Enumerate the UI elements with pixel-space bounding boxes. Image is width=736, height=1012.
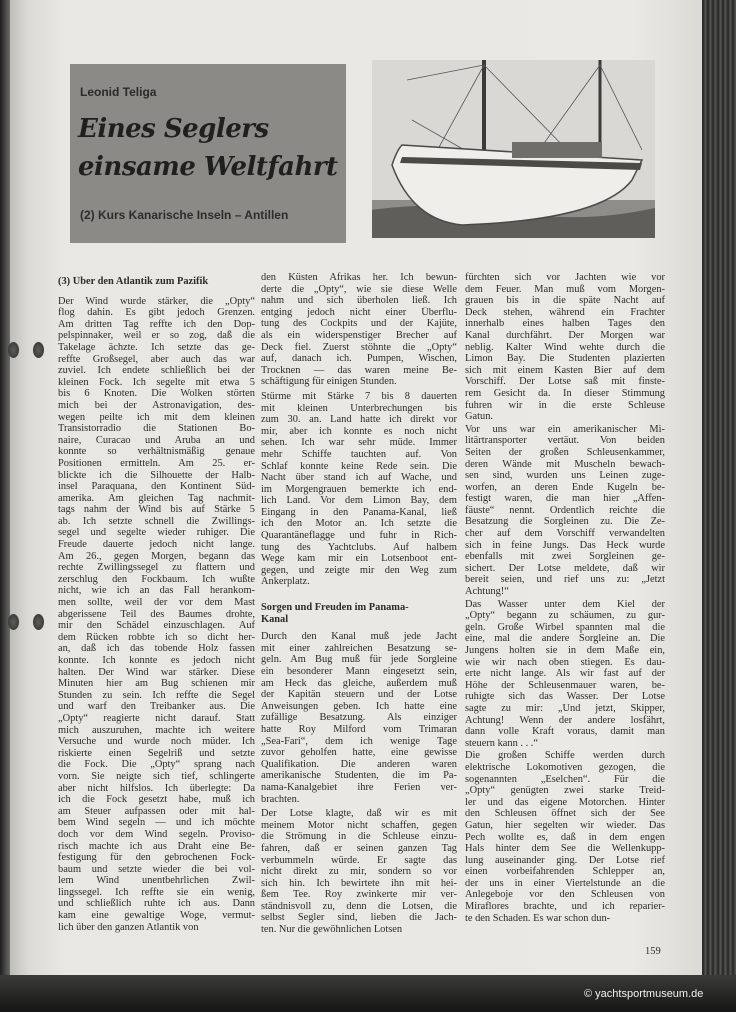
paragraph [261,808,457,936]
text-line: Der Lotse klagte, daß wir es mit [261,808,457,820]
text-line: Versuche und wurde noch müder. Ich [58,736,255,748]
watermark: © yachtsportmuseum.de [584,988,704,1000]
text-line: ich die Fock gesetzt habe, muß ich [58,794,255,806]
text-line: ständnisvoll zu, denn die Lotsen, die [261,900,457,912]
text-line: geln. Große Wirbel spannten mal die [465,621,665,633]
text-line: neblig. Kalter Wind wehte durch die [465,341,665,353]
text-line: fäuste“ nennt. Ordentlich reichte die [465,504,665,516]
text-line: erte nicht lange. Als wir fast auf der [465,668,665,680]
binding-hole-icon [8,614,19,630]
text-line: (3) Über den Atlantik zum Pazifik [58,276,209,287]
text-line: rechte Zwillingssegel zu flattern und [58,562,255,574]
text-line: lingssegel. Ich reffte sie ein wenig, [58,886,255,898]
text-line: fahren, daß er seinen ganzen Tag [261,842,457,854]
text-line: insel Paraquana, den Kontinent Süd- [58,481,255,493]
text-line: litärtransporter vertäut. Von beiden [465,435,665,447]
text-line: fürchten sich vor Jachten wie vor [465,272,665,283]
text-line: konnte. Ich konnte es jedoch nicht [58,655,255,666]
paragraph [465,424,665,598]
text-line: mir den Schädel einzuschlagen. Auf [58,620,255,632]
text-line: den Schleusen öffnet sich der See [465,808,665,820]
text-line: kleinen Fock. Ich segelte mit etwa 5 [58,376,255,388]
text-line: lich über den ganzen Atlantik von [58,921,199,933]
text-line: lem Wind unentbehrlichen Zwil- [58,875,255,887]
text-line: ten. Nur die gewöhnlichen Lotsen [261,924,403,936]
text-line: Vor uns war ein amerikanischer Mi- [465,423,665,435]
text-line: bis 6 Knoten. Die Wolken störten [58,388,255,400]
section-heading [58,276,255,288]
paragraph [465,272,665,423]
text-line: abgerissene Teil des Baumes drohte, [58,608,255,620]
title-line-1: Eines Seglers [78,114,269,144]
text-line: Achtung!“ [465,586,509,598]
paragraph [465,599,665,750]
text-line: geln. Am Bug muß für jede Sorgleine [261,654,457,666]
text-line: einen vorbeifahrenden Schlepper an, [465,866,665,878]
text-line: Gatun. [465,411,493,423]
text-line: Transistorradio die Stationen Bo- [58,423,255,435]
text-line: zerschlug den Fockbaum. Ich wußte [58,573,255,585]
text-line: „Opty“ genügten zwei starke Treid- [465,785,665,797]
text-line: zuvor geholfen hatte, eine gewisse [261,747,457,759]
text-line: sich mit einem Kasten Bier auf dem [465,364,665,376]
text-line: Pech wollte es, daß in dem engen [465,831,665,843]
text-line: sagte zu mir: „Und jetzt, Skipper, [465,702,665,714]
text-line: zuviel. Ich endete schließlich bei der [58,365,255,377]
text-line: ßem Tee. Roy zwinkerte mir ver- [261,889,457,901]
text-line: segel und segelte wieder ruhiger. Die [58,527,255,539]
text-line: Durch den Kanal muß jede Jacht [261,631,457,643]
text-line: an, daß ich das tobende Holz fassen [58,643,255,655]
text-line: grauen bis in die späte Nacht auf [465,295,665,307]
binding-hole-icon [33,614,44,630]
text-line: rem Gesicht da. In dieser Stimmung [465,387,665,399]
text-line: sogenannten „Eselchen“. Für die [465,773,665,785]
author-name: Leonid Teliga [80,85,157,99]
text-line: brachten. [261,793,300,805]
text-line: Deck stehen, während ein Frachter [465,306,665,318]
text-line: meinem Motor nicht schaffen, gegen [261,819,457,831]
text-line: entging jedoch nicht einer Überflu- [261,306,457,318]
section-heading [261,602,457,625]
text-line: zum 30. an. Land hatte ich direkt vor [261,414,457,426]
text-line: tung des Yachtclubs. Auf halbem [261,541,457,553]
text-line: Anweisungen geben. Ich hatte eine [261,700,457,712]
text-line: innerhalb eines halben Tages den [465,318,665,330]
paragraph [261,272,457,388]
text-line: elektrische Lokomotiven gezogen, die [465,761,665,773]
text-line: te den Schaden. Es war schon dun- [465,912,611,924]
text-line: „Sea-Fari“, dem ich wenige Tage [261,735,457,747]
text-line: Sorgen und Freuden im Panama- [261,602,409,614]
page-number: 159 [645,946,661,957]
text-line: schäftigung für einigen Stunden. [261,376,397,388]
text-line: tung des Cockpits und der Kajüte, [261,318,457,330]
text-line: festigung für den gebrochenen Fock- [58,852,255,864]
text-line: mich auszuruhen, machte ich weitere [58,724,255,736]
text-line: Anlegeboje vor den Schleusen von [465,889,665,901]
text-line: pelspinnaker, weil er so zog, daß die [58,330,255,342]
text-line: men sollte, weil der vor dem Mast [58,597,255,609]
text-line: am Heck das gleiche, außerdem muß [261,677,457,689]
text-line: nama-Kanalgebiet ihre Ferien ver- [261,781,457,793]
text-line: dem Feuer. Man muß vom Morgen- [465,283,665,295]
text-line: riskierte einen Segelriß und setzte [58,747,255,759]
book-page-edges [702,0,736,975]
text-line: ich den Motor an. Ich setzte die [261,518,457,530]
text-line: sich hin. Ich bewirtete ihn mit hei- [261,877,457,889]
text-line: „Opty“ reagierte nicht darauf. Statt [58,712,255,724]
text-line: Qualifikation. Die anderen waren [261,758,457,770]
text-line: Nacht über stand ich auf Wache, und [261,472,457,484]
text-line: wegen peilte ich mit dem kleinen [58,411,255,423]
text-line: Jungens holten sie in dem Maße ein, [465,645,665,656]
text-line: Kanal [261,613,289,625]
text-line: „Opty“ begann zu schäumen, zu gur- [465,610,665,622]
text-column-3 [465,272,665,925]
binding-hole-icon [33,342,44,358]
text-line: Minuten hier am Bug schienen mir [58,678,255,690]
text-line: als ein widerspenstiger Brecher auf [261,329,457,341]
text-line: Eingang in den Panama-Kanal, ließ [261,506,457,518]
paragraph [58,296,255,934]
text-line: Deck fiel. Zuerst stöhnte die „Opty“ [261,341,457,353]
text-line: festigt waren, die man hier „Affen- [465,493,665,505]
text-line: Schlaf konnte keine Rede sein. Die [261,460,457,472]
text-line: am Steuer aufpassen oder mit hal- [58,805,255,817]
text-line: Stunden zu sein. Ich reffte die Segel [58,689,255,701]
text-line: Stürme mit Stärke 7 bis 8 dauerten [261,390,457,402]
text-line: und warf den Treibanker aus. Die [58,701,255,713]
text-column-1 [58,276,255,936]
text-line: wie wir nach oben stiegen. Es dau- [465,656,665,668]
text-line: die Fock. Die „Opty“ sprang nach [58,759,255,771]
text-line: kam eine gewaltige Woge, vermut- [58,910,255,922]
text-line: Quarantäneflagge und fuhr in Rich- [261,530,457,542]
text-line: reffte Großsegel, aber auch das war [58,353,255,365]
text-line: risch machte ich aus Draht eine Be- [58,840,255,852]
text-column-2 [261,272,457,939]
text-line: sich in feine Jungs. Das Heck wurde [465,539,665,551]
text-line: ein besonderer Mann eingesetzt sein, [261,666,457,677]
text-line: mich bei der Astronavigation, des- [58,399,255,411]
text-line: nahm und sich überholen ließ. Ich [261,295,457,307]
text-line: mir, aber ich konnte es noch nicht [261,425,457,437]
text-line: hatte Roy Milford vom Trimaran [261,723,457,735]
text-line: ler und das eigene Motorchen. Hinter [465,796,665,808]
text-line: tags nahm der Wind bis auf Stärke 5 [58,504,255,516]
text-line: Achtung! Wenn der andere losfährt, [465,714,665,726]
article-title [78,110,338,186]
text-line: deren Wände mit Muscheln bewach- [465,458,665,470]
text-line: Gatun, hier segelten wir wieder. Das [465,819,665,831]
text-line: Miraflores brachte, und ich reparier- [465,901,665,913]
text-line: naire, Curacao und Aruba an und [58,434,255,446]
text-line: worfen, an deren Ende Kugeln be- [465,481,665,493]
text-line: Wege kam mir ein Lotsenboot ent- [261,553,457,565]
text-line: eine, mal die andere Sorgleine an. Die [465,633,665,645]
text-line: bereit seien, und rief uns zu: „Jetzt [465,574,665,586]
article-subtitle: (2) Kurs Kanarische Inseln – Antillen [80,208,289,222]
text-line: Ankerplatz. [261,576,310,588]
text-line: Besatzung die Sorgleinen zu. Die Ze- [465,516,665,528]
text-line: ab. Ich setzte schnell die Zwillings- [58,515,255,527]
text-line: doch vor dem Wind segeln. Proviso- [58,828,255,840]
text-line: bem Wind segeln — und ich möchte [58,817,255,829]
text-line: Der Wind wurde stärker, die „Opty“ [58,295,255,307]
text-line: baum und setzte wieder die bei vol- [58,863,255,875]
article-header [70,64,346,243]
text-line: mit einer zahlreichen Besatzung se- [261,642,457,654]
text-line: Das Wasser unter dem Kiel der [465,598,665,610]
text-line: Positionen ermitteln. Am 25. er- [58,457,255,469]
text-line: und schließlich ruhte ich aus. Dann [58,898,255,910]
text-line: dem Rücken robbte ich so dicht her- [58,631,255,643]
text-line: gegen, und zeigte mir den Weg zum [261,564,457,576]
text-line: Seiten der großen Schleusenkammer, [465,446,665,458]
text-line: cher auf dem Vorschiff verwandelten [465,528,665,540]
text-line: ruhigte sich das Wasser. Der Lotse [465,691,665,703]
text-line: mit kleinen Unterbrechungen bis [261,402,457,414]
text-line: konnte so verhältnismäßig genaue [58,446,255,458]
text-line: Am dritten Tag reffte ich den Dop- [58,318,255,330]
text-line: die Strömung in die Schleuse einzu- [261,831,457,843]
text-line: der Kapitän steuern und der Lotse [261,689,457,701]
text-line: derte die „Opty“, wie sie diese Welle [261,283,457,295]
text-line: sehen. Ich war sehr müde. Immer [261,437,457,449]
text-line: amerika. Am gleichen Tag nachmit- [58,492,255,504]
text-line: lich Land. Vor dem Limon Bay, dem [261,495,457,507]
paragraph [465,750,665,924]
text-line: nicht, wie ich an das Fall herankom- [58,585,255,597]
text-line: aber nicht hilfslos. Ich überlegte: Da [58,782,255,794]
title-line-2: einsame Weltfahrt [78,152,338,182]
text-line: amerikanische Studenten, die im Pa- [261,770,457,782]
text-line: steuern kann . . .“ [465,737,538,749]
text-line: lung auseinander ging. Der Lotse rief [465,854,665,866]
text-line: Takelage ächzte. Ich setzte das ge- [58,341,255,353]
text-line: ebenfalls mit zwei Sorgleinen ge- [465,551,665,563]
text-line: Höhe der Schleusenmauer waren, be- [465,679,665,691]
text-line: blickte ich die Silhouette der Halb- [58,469,255,481]
text-line: dann volle Kraft voraus, damit man [465,726,665,738]
text-line: fuhren wir in die erste Schleuse [465,399,665,411]
text-line: auf, danach ich. Pumpen, Wischen, [261,353,457,365]
text-line: Limon Bay. Die Studenten plazierten [465,353,665,365]
binding-hole-icon [8,342,19,358]
text-line: mehr Schiffe tauchten auf. Von [261,448,457,460]
book-binding [0,0,10,1012]
text-line: Die großen Schiffe werden durch [465,750,665,762]
text-line: Trocknen — das waren meine Be- [261,364,457,376]
text-line: Freude dauerte jedoch nicht lange. [58,539,255,551]
text-line: vorn. Sie neigte sich tief, schlingerte [58,770,255,782]
text-line: sen sind, wurden uns Leinen zuge- [465,470,665,482]
text-line: im Morgengrauen bemerkte ich end- [261,483,457,495]
sailboat-photo [372,60,655,238]
text-line: flog dahin. Es gibt jedoch Grenzen. [58,307,255,319]
text-line: Hals hinter dem See die Wellenkupp- [465,843,665,855]
text-line: der uns in einer Viertelstunde an die [465,877,665,889]
text-line: selbst Segler sind, lieben die Jach- [261,912,457,924]
text-line: halten. Der Wind war stärker. Diese [58,666,255,678]
paragraph [261,631,457,805]
text-line: Am 26., gegen Morgen, begann das [58,550,255,562]
text-line: Vorschiff. Der Lotse saß mit finste- [465,376,665,388]
text-line: nicht direkt zu mir, sondern so vor [261,866,457,878]
text-line: zufällige Besatzung. Als einziger [261,712,457,724]
text-line: verbummeln würde. Er sagte das [261,854,457,866]
paragraph [261,391,457,588]
text-line: den Küsten Afrikas her. Ich bewun- [261,272,457,283]
text-line: sichert. Der Lotse meldete, daß wir [465,562,665,574]
text-line: Kanal durchfährt. Der Morgen war [465,329,665,341]
